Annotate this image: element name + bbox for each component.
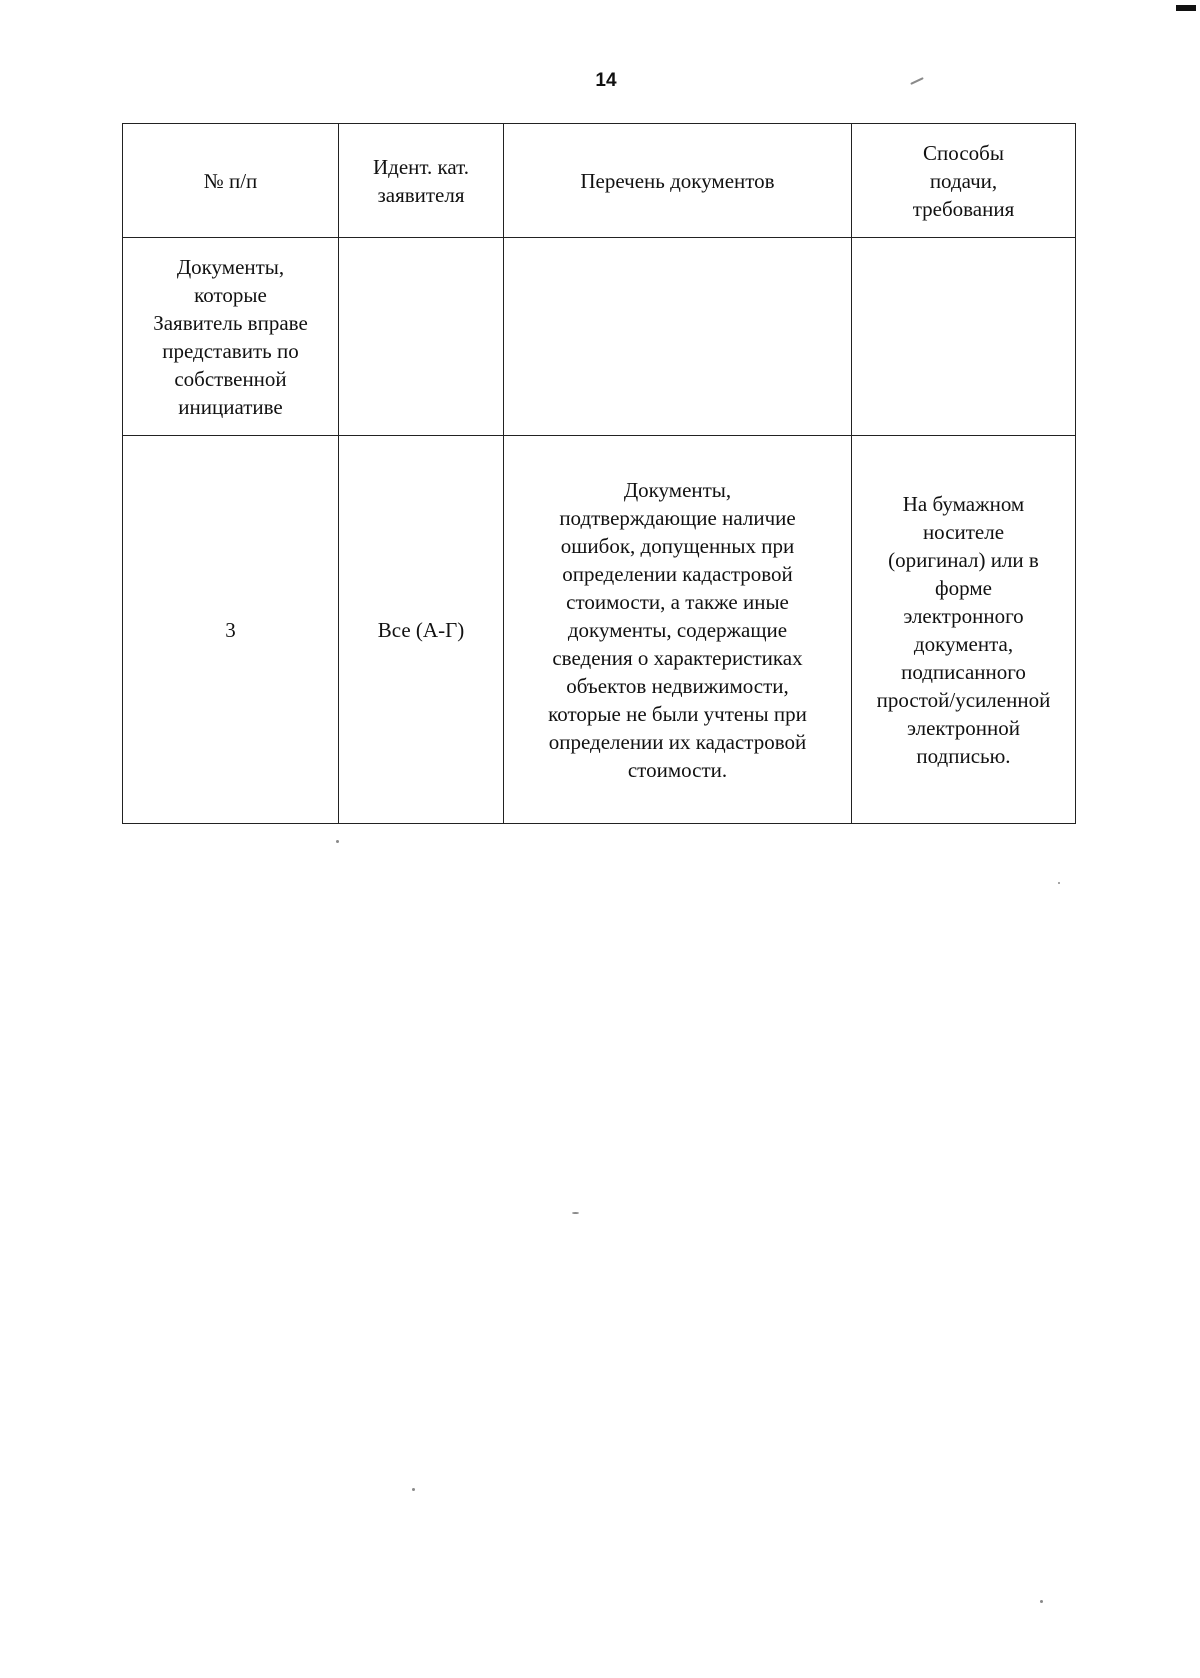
scan-speck bbox=[1040, 1600, 1043, 1603]
row-applicant-category-cell bbox=[339, 436, 504, 824]
section-row bbox=[123, 238, 1076, 436]
header-documents-list-label: Перечень документов bbox=[580, 168, 775, 193]
scan-speck bbox=[1058, 882, 1060, 884]
scan-speck bbox=[572, 1212, 579, 1214]
page-number: 14 bbox=[595, 70, 617, 91]
header-applicant-category-label: Идент. кат. заявителя bbox=[372, 154, 470, 207]
table-row bbox=[123, 436, 1076, 824]
row-methods-cell bbox=[852, 436, 1076, 824]
documents-table bbox=[122, 123, 1076, 824]
row-documents-cell bbox=[504, 436, 852, 824]
section-label-cell bbox=[123, 238, 339, 436]
header-submission-methods bbox=[852, 124, 1076, 238]
table-header-row bbox=[123, 124, 1076, 238]
scan-speck bbox=[412, 1488, 415, 1491]
header-number-label: № п/п bbox=[203, 168, 258, 193]
row-number: 3 bbox=[225, 617, 236, 642]
row-applicant-category: Все (А-Г) bbox=[377, 617, 465, 642]
row-documents: Документы, подтверждающие наличие ошибок, допущенных при определении кадастровой стоимости, а также иные документы, содержащие сведения о характеристиках объектов недвижимости, которые не были учтены при определении их кадастровой стоимости. bbox=[548, 477, 807, 782]
section-label: Документы, которые Заявитель вправе представить по собственной инициативе bbox=[153, 254, 308, 419]
header-submission-methods-label: Способы подачи, требования bbox=[912, 140, 1015, 221]
header-applicant-category bbox=[339, 124, 504, 238]
scan-speck bbox=[336, 840, 339, 843]
row-methods: На бумажном носителе (оригинал) или в форме электронного документа, подписанного простой/усиленной электронной подписью. bbox=[876, 491, 1051, 768]
empty-cell bbox=[339, 238, 504, 436]
scan-corner-mark bbox=[1176, 5, 1196, 11]
empty-cell bbox=[504, 238, 852, 436]
empty-cell bbox=[852, 238, 1076, 436]
header-number bbox=[123, 124, 339, 238]
header-documents-list bbox=[504, 124, 852, 238]
row-number-cell bbox=[123, 436, 339, 824]
